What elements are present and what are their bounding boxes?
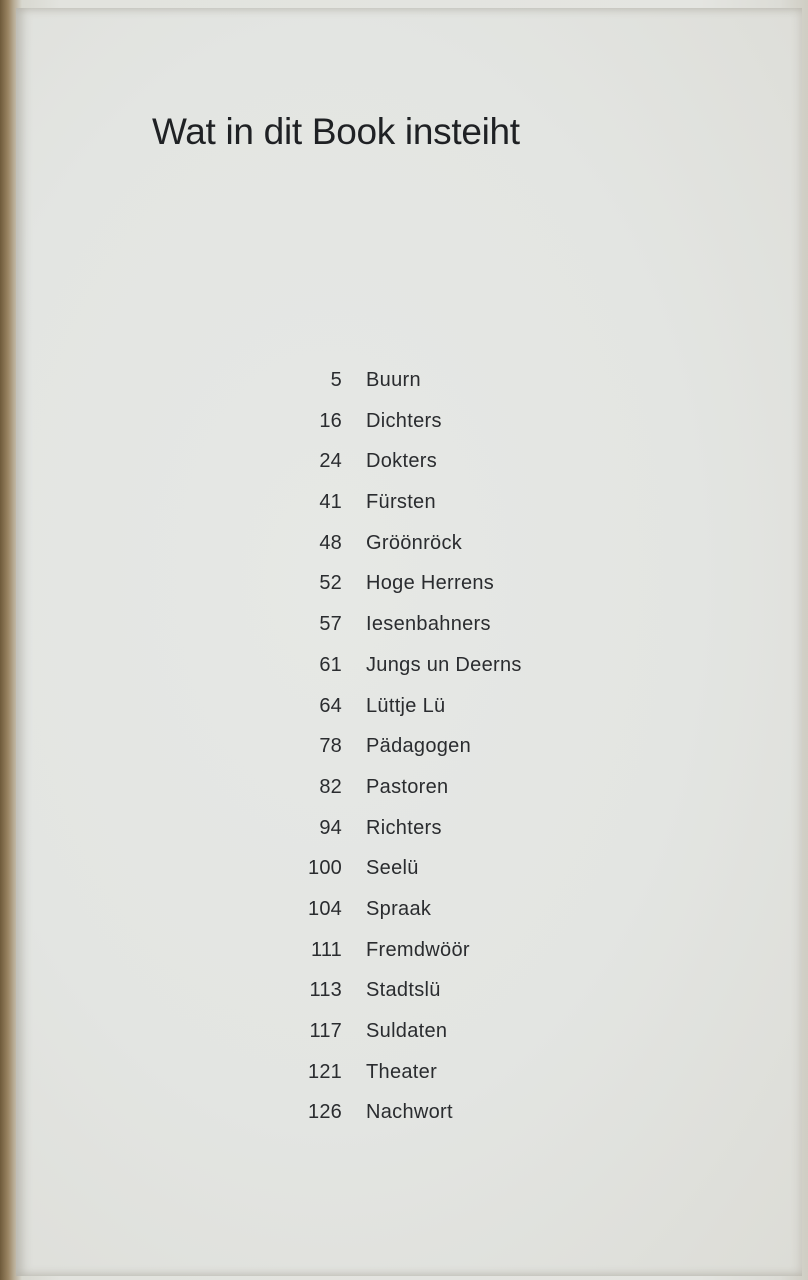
toc-entry [266, 898, 626, 939]
toc-page-number: 64 [319, 694, 342, 717]
toc-page-number: 5 [330, 369, 342, 391]
toc-chapter-title: Gröönröck [366, 531, 463, 554]
toc-entry [266, 735, 626, 776]
page-title: Wat in dit Book insteiht [152, 111, 520, 152]
toc-chapter-title: Spraak [366, 897, 432, 920]
toc-chapter-title: Lüttje Lü [366, 694, 446, 717]
toc-page-number: 94 [319, 816, 342, 839]
toc-page-number: 41 [319, 491, 342, 514]
toc-page-number: 126 [308, 1101, 342, 1124]
toc-chapter-title: Seelü [366, 857, 419, 880]
toc-entry [266, 532, 626, 573]
toc-chapter-title: Nachwort [366, 1101, 453, 1124]
toc-page-number: 78 [319, 735, 342, 758]
toc-page-number: 113 [309, 979, 342, 1002]
toc-entry [266, 1020, 626, 1061]
toc-page-number: 117 [309, 1020, 342, 1042]
toc-chapter-title: Jungs un Deerns [366, 653, 522, 676]
table-of-contents [266, 369, 626, 1142]
toc-chapter-title: Buurn [366, 369, 421, 391]
toc-chapter-title: Richters [366, 816, 442, 839]
toc-entry [266, 817, 626, 858]
toc-entry [266, 695, 626, 736]
toc-chapter-title: Fürsten [366, 491, 436, 514]
toc-chapter-title: Stadtslü [366, 979, 441, 1002]
toc-page-number: 24 [319, 450, 342, 473]
toc-entry [266, 410, 626, 451]
toc-chapter-title: Iesenbahners [366, 613, 491, 636]
toc-entry [266, 572, 626, 613]
book-page [16, 8, 802, 1276]
toc-chapter-title: Pädagogen [366, 735, 472, 758]
toc-chapter-title: Pastoren [366, 775, 449, 798]
toc-page-number: 104 [308, 897, 342, 920]
toc-entry [266, 939, 626, 980]
toc-page-number: 121 [308, 1060, 342, 1083]
toc-page-number: 48 [319, 531, 342, 554]
toc-entry [266, 369, 626, 410]
toc-chapter-title: Hoge Herrens [366, 572, 495, 595]
toc-chapter-title: Dichters [366, 409, 442, 432]
toc-chapter-title: Suldaten [366, 1020, 448, 1042]
toc-page-number: 16 [319, 409, 342, 432]
toc-entry [266, 613, 626, 654]
toc-entry [266, 1061, 626, 1102]
toc-page-number: 57 [319, 613, 342, 636]
toc-chapter-title: Fremdwöör [366, 938, 470, 961]
toc-entry [266, 1101, 626, 1142]
toc-chapter-title: Theater [366, 1060, 438, 1083]
toc-entry [266, 857, 626, 898]
toc-entry [266, 776, 626, 817]
toc-entry [266, 654, 626, 695]
toc-entry [266, 979, 626, 1020]
toc-page-number: 100 [308, 857, 342, 880]
toc-entry [266, 450, 626, 491]
toc-entry [266, 491, 626, 532]
toc-chapter-title: Dokters [366, 450, 438, 473]
toc-page-number: 61 [319, 653, 342, 676]
toc-page-number: 52 [319, 572, 342, 595]
toc-page-number: 111 [310, 938, 342, 961]
toc-page-number: 82 [319, 775, 342, 798]
